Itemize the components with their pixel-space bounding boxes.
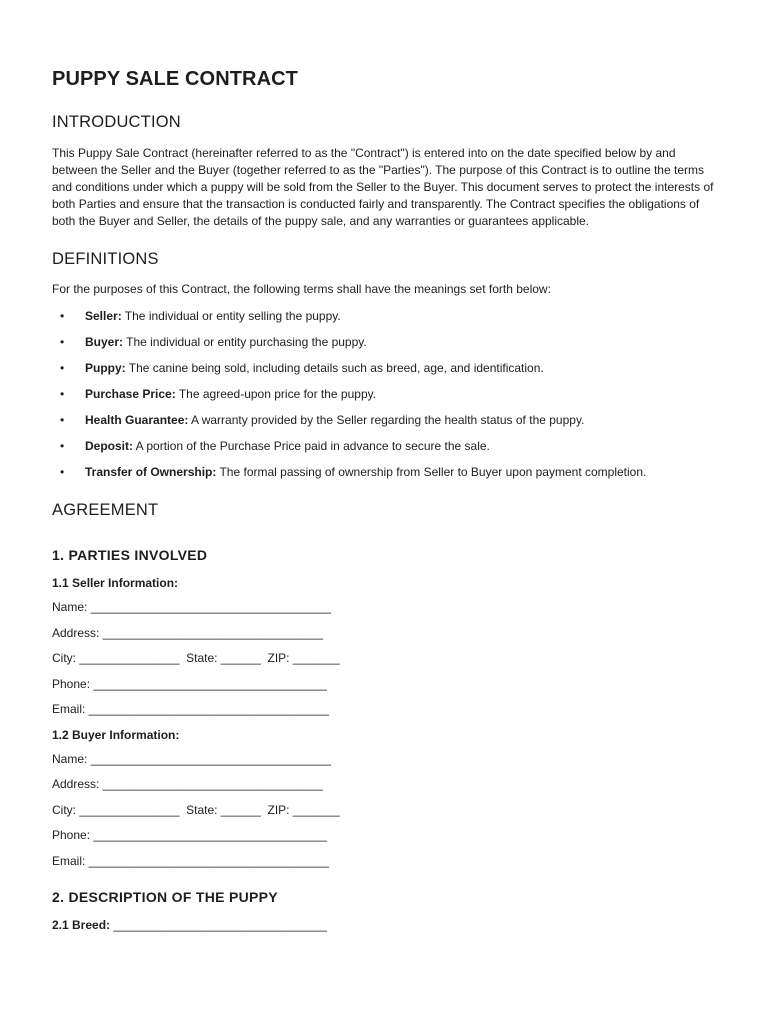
definition-term: Deposit: [85,439,133,453]
introduction-heading: INTRODUCTION [52,113,181,131]
list-item [52,412,705,429]
definition-text: The canine being sold, including details such as breed, age, and identification. [125,361,544,375]
definition-text: The formal passing of ownership from Seller to Buyer upon payment completion. [216,465,647,479]
definition-term: Transfer of Ownership: [85,465,217,479]
definition-term: Seller: [85,309,122,323]
breed-label: 2.1 Breed: [52,917,111,932]
definitions-lead: For the purposes of this Contract, the following terms shall have the meanings set forth below: [52,282,551,296]
definitions-heading: DEFINITIONS [52,250,159,268]
seller-phone-field[interactable]: Phone: ___________________________________ [52,676,327,691]
bullet-icon: • [60,361,65,375]
buyer-phone-field[interactable]: Phone: ___________________________________ [52,828,327,842]
list-item [52,308,705,325]
bullet-icon: • [60,309,65,323]
buyer-email-field[interactable]: Email: ____________________________________ [52,853,329,868]
buyer-address-field[interactable]: Address: _________________________________ [52,777,323,791]
definition-text: A portion of the Purchase Price paid in advance to secure the sale. [133,439,490,453]
bullet-icon: • [60,335,65,349]
bullet-icon: • [60,465,65,479]
buyer-name-field[interactable]: Name: ____________________________________ [52,751,331,766]
breed-field[interactable] [52,918,718,933]
definition-text: The individual or entity purchasing the puppy. [123,335,367,349]
definition-text: The agreed-upon price for the puppy. [175,387,377,401]
definitions-list [52,308,718,481]
definition-text: A warranty provided by the Seller regarding the health status of the puppy. [188,413,585,427]
seller-address-field[interactable]: Address: _________________________________ [52,625,323,640]
bullet-icon: • [60,387,65,401]
seller-name-field[interactable]: Name: ____________________________________ [52,600,331,614]
list-item [52,464,705,481]
definition-term: Health Guarantee: [85,413,189,427]
definition-term: Purchase Price: [85,387,176,401]
seller-email-field[interactable]: Email: ____________________________________ [52,702,329,716]
agreement-heading: AGREEMENT [52,501,159,519]
definition-term: Buyer: [85,335,124,349]
document-title: PUPPY SALE CONTRACT [52,68,299,90]
list-item [52,438,705,455]
list-item [52,386,705,403]
bullet-icon: • [60,413,65,427]
parties-heading: 1. PARTIES INVOLVED [52,547,208,563]
list-item [52,360,705,377]
bullet-icon: • [60,439,65,453]
buyer-info-heading: 1.2 Buyer Information: [52,727,180,742]
breed-blank[interactable]: ________________________________ [110,917,327,932]
seller-city-state-zip-field[interactable]: City: _______________ State: ______ ZIP: _______ [52,651,340,665]
list-item [52,334,705,351]
introduction-paragraph: This Puppy Sale Contract (hereinafter referred to as the "Contract") is entered into on the date specified below by and between the Seller and the Buyer (together referred to as the "Parties"). The purpose of this Contract is to outline the terms and conditions under which a puppy will be sold from the Seller to the Buyer. This document serves to protect the interests of both Parties and ensure that the transaction is conducted fairly and transparently. The Contract specifies the obligations of both the Buyer and Seller, the details of the puppy sale, and any warranties or guarantees applicable. [52,146,714,228]
buyer-city-state-zip-field[interactable]: City: _______________ State: ______ ZIP: _______ [52,802,340,817]
definition-text: The individual or entity selling the puppy. [121,309,341,323]
seller-info-heading: 1.1 Seller Information: [52,576,179,590]
puppy-description-heading: 2. DESCRIPTION OF THE PUPPY [52,888,278,905]
definition-term: Puppy: [85,361,126,375]
